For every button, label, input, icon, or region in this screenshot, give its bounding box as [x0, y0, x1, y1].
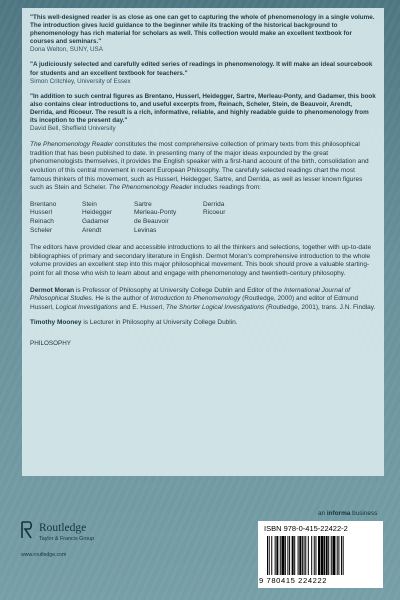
name-item: Levinas	[134, 226, 157, 234]
name-item: Merleau-Ponty	[134, 209, 177, 217]
editor-bio-moran	[30, 287, 376, 313]
name-item: Ricoeur	[203, 209, 226, 217]
editor-name: Dermot Moran	[30, 286, 75, 294]
bio-text: (Routledge, 2001), trans. J.N. Findlay.	[264, 303, 376, 311]
imprint-suffix: business	[350, 510, 378, 517]
names-column-1	[30, 201, 82, 235]
review-attribution-2: Simon Critchley, University of Essex	[30, 77, 131, 85]
bio-text: is Lecturer in Philosophy at University College Dublin.	[81, 319, 238, 327]
name-item: Reinach	[30, 217, 54, 225]
name-item: Scheler	[30, 226, 53, 234]
editor-name: Timothy Mooney	[30, 319, 82, 327]
author-names-list	[30, 201, 376, 235]
review-quote-3: "In addition to such central figures as Brentano, Husserl, Heidegger, Sartre, Merleau-Ponty, and Gadamer, this book also contains clear introductions to, and useful excerpts from, Reinach, Scheler, Stein, de Beauvoir, Arendt, Derrida, and Ricoeur. The result is a rich, informative, reliable, and highly readable guide to phenomenology from its inception to the present day."	[30, 92, 376, 125]
journal-title: International Journal of Philosophical Studies	[30, 286, 351, 303]
name-item: Derrida	[203, 200, 225, 208]
routledge-logo-icon	[20, 521, 34, 539]
name-item: Heidegger	[82, 209, 112, 217]
description-text: constitutes the most comprehensive collection of primary texts from this philosophical tradition that has been published to date. In presenting many of the major ideas expounded by the great phenomenologists themselves, it provides the English speaker with a first-hand account of the birth, consolidation and evolution of this central movement in recent European Philosophy. The carefully selected readings chart the most famous thinkers of this movement, such as Husserl, Heidegger, Sartre, and Derrida, as well as lesser known figures such as Stein and Scheler.	[30, 141, 369, 192]
publisher-url: www.routledge.com	[21, 552, 67, 558]
editors-paragraph: The editors have provided clear and accessible introductions to all the thinkers and selections, together with up-to-date bibliographies of primary and secondary literature in English. Dermot Moran's comprehensive introduction to the whole volume provides an excellent step into this major philosophical movement. This book should prove a valuable starting-point for all those who wish to learn about and engage with phenomenology and twentieth-century philosophy.	[30, 244, 372, 277]
bio-text: is Professor of Philosophy at University College Dublin and Editor of the	[74, 286, 284, 294]
names-column-4	[203, 201, 255, 235]
isbn-barcode-box	[258, 521, 383, 588]
review-quote-1: "This well-designed reader is as close as one can get to capturing the whole of phenomenology in a single volume. The introduction gives lucid guidance to the beginner while its tracking of the historical background to phenomenology has rich material for scholars as well. This collection would make an excellent textbook for courses and seminars."	[30, 14, 375, 46]
bio-text: and E. Husserl,	[117, 303, 166, 311]
barcode-number: 9 780415 224222	[259, 576, 328, 585]
isbn-label: ISBN 978-0-415-22422-2	[264, 524, 348, 533]
description-text-end: includes readings from:	[191, 184, 261, 192]
review-quote-2: "A judiciously selected and carefully edited series of readings in phenomenology. It will make an ideal sourcebook for students and an excellent textbook for teachers."	[30, 61, 373, 77]
publisher-name: Routledge	[39, 522, 87, 534]
publisher-group: Taylor & Francis Group	[39, 536, 95, 542]
review-attribution-1: Dona Welton, SUNY, USA	[30, 46, 103, 54]
name-item: Stein	[82, 200, 97, 208]
names-column-3	[134, 201, 203, 235]
editor-bio-mooney	[30, 319, 376, 328]
barcode	[267, 536, 379, 575]
publisher-logo	[20, 521, 120, 561]
book-title: Logical Investigations	[55, 303, 118, 311]
name-item: Sartre	[134, 200, 152, 208]
name-item: de Beauvoir	[134, 217, 169, 225]
bio-text: . He is the author of	[91, 295, 151, 303]
imprint-prefix: an	[318, 510, 327, 517]
cover-text	[30, 14, 376, 347]
name-item: Husserl	[30, 209, 53, 217]
bio-text: (Routledge, 2000) and editor of Edmund Husserl,	[30, 295, 359, 311]
informa-wordmark: informa	[326, 510, 351, 517]
name-item: Brentano	[30, 200, 57, 208]
review-attribution-3: David Bell, Sheffield University	[30, 125, 116, 133]
subject-category: PHILOSOPHY	[30, 339, 71, 347]
book-title: The Shorter Logical Investigations	[165, 303, 265, 311]
description-paragraph	[30, 141, 376, 193]
book-title-repeat: The Phenomenology Reader	[108, 184, 192, 192]
book-title: The Phenomenology Reader	[30, 141, 114, 149]
name-item: Gadamer	[82, 217, 110, 225]
name-item: Arendt	[82, 226, 102, 234]
informa-business-line	[318, 510, 377, 517]
names-column-2	[82, 201, 134, 235]
book-title: Introduction to Phenomenology	[150, 295, 241, 303]
